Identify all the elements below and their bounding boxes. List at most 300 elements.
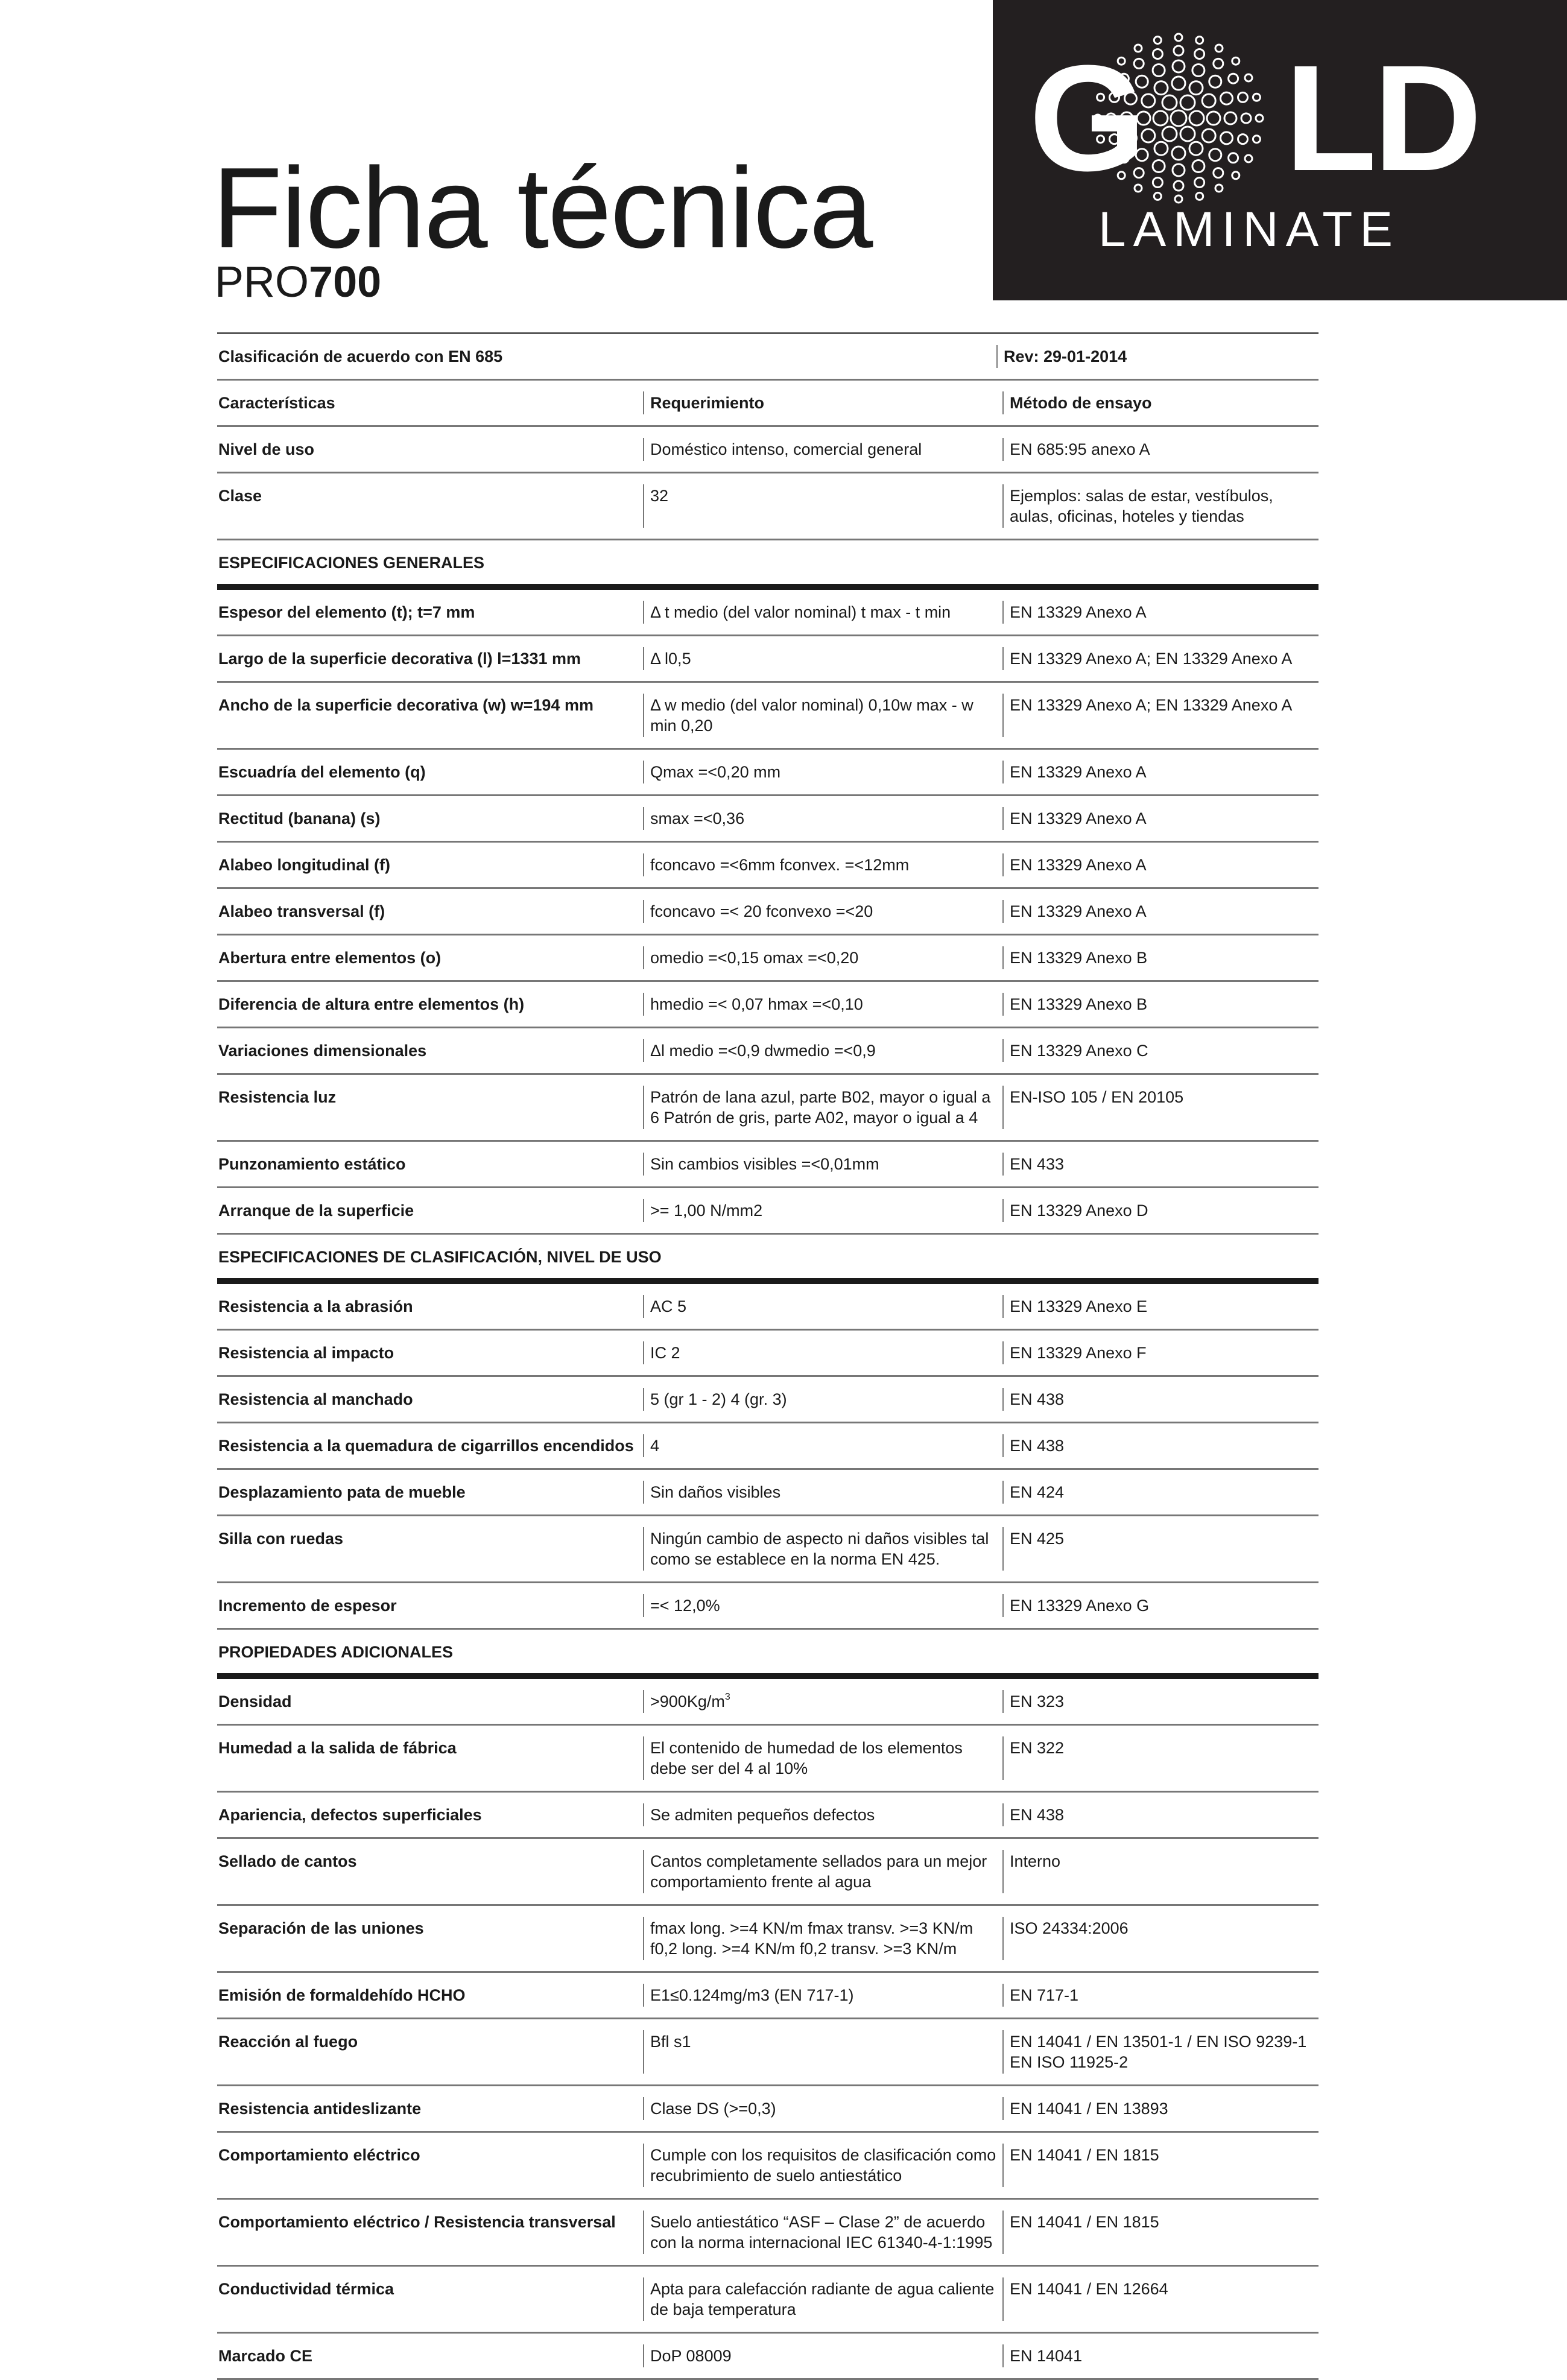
cell-text: Arranque de la superficie [218,1201,414,1220]
sphere-dot [1253,93,1260,101]
cell-text: EN 717-1 [1010,1986,1079,2004]
requirement-cell [643,1434,1002,1457]
characteristic-cell [217,636,643,681]
requirement-cell [643,2344,1002,2367]
table-row [217,1377,1318,1423]
requirement-cell [643,946,1002,969]
table-row [217,2133,1318,2200]
cell-text: smax =<0,36 [650,809,745,828]
col-header-requirement: Requerimiento [643,391,1002,414]
sphere-dot [1232,172,1239,179]
test-method-cell [1002,853,1318,876]
characteristic-cell [217,1583,643,1628]
table-row [217,1583,1318,1630]
characteristic-cell [217,2133,643,2198]
sphere-dot [1209,149,1221,161]
test-method-cell [1002,1199,1318,1222]
characteristic-cell [217,1377,643,1422]
characteristic-cell [217,473,643,539]
brand-g-letter: G [1029,34,1147,202]
test-method-cell [1002,1434,1318,1457]
characteristic-cell [217,1973,643,2018]
requirement-cell [643,2097,1002,2120]
cell-text: Δ w medio (del valor nominal) 0,10w max - w min 0,20 [650,696,973,735]
test-method-cell [1002,1295,1318,1318]
cell-text: EN 13329 Anexo E [1010,1297,1148,1315]
sphere-dot [1245,74,1252,81]
sphere-dot [1192,65,1205,77]
table-row [217,796,1318,843]
cell-text: Diferencia de altura entre elementos (h) [218,995,525,1013]
characteristic-cell [217,1726,643,1791]
cell-text: EN 438 [1010,1390,1065,1408]
requirement-cell [643,1388,1002,1411]
table-row [217,1284,1318,1331]
cell-text: EN 14041 / EN 1815 [1010,2146,1159,2164]
characteristic-cell [217,427,643,472]
cell-text: Doméstico intenso, comercial general [650,440,922,458]
sphere-dot [1171,110,1186,126]
test-method-cell [1002,1803,1318,1826]
characteristic-cell [217,1142,643,1186]
table-row [217,1423,1318,1470]
cell-text: Comportamiento eléctrico / Resistencia transversal [218,2213,616,2231]
cell-text: EN 425 [1010,1530,1065,1548]
table-row [217,427,1318,473]
requirement-cell [643,1039,1002,1062]
cell-text: AC 5 [650,1297,687,1315]
cell-text: EN-ISO 105 / EN 20105 [1010,1088,1184,1106]
characteristic-cell [217,889,643,934]
sphere-dot [1153,160,1165,172]
cell-text: Marcado CE [218,2347,313,2365]
sphere-dot [1224,112,1236,124]
table-row [217,636,1318,683]
cell-text: Emisión de formaldehído HCHO [218,1986,466,2004]
cell-text: EN 13329 Anexo A [1010,603,1147,621]
cell-text: Desplazamiento pata de mueble [218,1483,466,1501]
sphere-dot [1196,37,1203,44]
test-method-cell [1002,1736,1318,1780]
requirement-cell [643,601,1002,624]
table-row [217,1726,1318,1793]
sphere-dot [1215,45,1223,52]
requirement-cell [643,1736,1002,1780]
table-row [217,1470,1318,1516]
sphere-dot [1162,95,1177,110]
cell-text: Humedad a la salida de fábrica [218,1739,457,1757]
characteristic-cell [217,1839,643,1904]
test-method-cell [1002,1527,1318,1571]
table-row [217,683,1318,750]
sphere-dot [1173,60,1185,72]
col-header-characteristics: Características [218,394,335,412]
table-row [217,935,1318,982]
cell-text: Resistencia al manchado [218,1390,413,1408]
cell-text: fconcavo =<6mm fconvex. =<12mm [650,856,910,874]
cell-text: Alabeo longitudinal (f) [218,856,390,874]
sphere-dot [1229,74,1238,83]
characteristic-cell [217,2334,643,2378]
requirement-cell [643,2144,1002,2187]
sphere-dot [1195,178,1205,188]
characteristic-cell [217,1188,643,1233]
cell-text: Escuadría del elemento (q) [218,763,426,781]
requirement-cell [643,1917,1002,1960]
sphere-dot [1221,92,1233,104]
test-method-cell [1002,1388,1318,1411]
cell-text: omedio =<0,15 omax =<0,20 [650,949,859,967]
test-method-cell [1002,647,1318,670]
sphere-dot [1180,127,1195,141]
sphere-dot [1174,46,1183,55]
requirement-cell [643,647,1002,670]
requirement-cell [643,900,1002,923]
cell-text: EN 323 [1010,1692,1065,1711]
characteristic-cell [217,2019,643,2084]
sphere-dot [1153,65,1165,77]
cell-text: Reacción al fuego [218,2033,358,2051]
cell-text: Qmax =<0,20 mm [650,763,781,781]
cell-text: fconcavo =< 20 fconvexo =<20 [650,902,873,920]
cell-text: EN 14041 / EN 12664 [1010,2280,1168,2298]
cell-text: Conductividad térmica [218,2280,394,2298]
sphere-dot [1238,135,1248,144]
table-row [217,473,1318,540]
sphere-dot [1162,127,1177,141]
characteristic-cell [217,796,643,841]
cell-text: EN 13329 Anexo F [1010,1344,1147,1362]
cell-text: EN 14041 / EN 1815 [1010,2213,1159,2231]
cell-text: Punzonamiento estático [218,1155,406,1173]
sphere-dot [1215,185,1223,192]
cell-text: Sin daños visibles [650,1483,781,1501]
sphere-dot [1153,178,1162,188]
column-header-row [217,381,1318,427]
cell-text: fmax long. >=4 KN/m fmax transv. >=3 KN/m f0,2 long. >=4 KN/m f0,2 transv. >=3 KN/m [650,1919,973,1958]
intro-rows [217,427,1318,540]
cell-text: El contenido de humedad de los elementos debe ser del 4 al 10% [650,1739,963,1777]
cell-text: =< 12,0% [650,1597,720,1615]
cell-text: EN 14041 / EN 13893 [1010,2100,1168,2118]
characteristic-cell [217,843,643,887]
table-row [217,1075,1318,1142]
model-prefix: PRO [215,258,309,306]
cell-text: Ancho de la superficie decorativa (w) w=194 mm [218,696,594,714]
cell-text: EN 13329 Anexo A; EN 13329 Anexo A [1010,650,1293,668]
test-method-cell [1002,484,1318,528]
table-row [217,590,1318,636]
cell-text: Δ l0,5 [650,650,691,668]
superscript: 3 [724,1692,730,1702]
sphere-dot [1232,57,1239,65]
page-title: Ficha técnica [212,144,872,272]
cell-text: Comportamiento eléctrico [218,2146,420,2164]
table-row [217,750,1318,796]
sphere-dot [1221,132,1233,144]
table-row [217,2200,1318,2267]
section-title: PROPIEDADES ADICIONALES [218,1643,454,1661]
requirement-cell [643,484,1002,528]
cell-text: EN 13329 Anexo A [1010,856,1147,874]
test-method-cell [1002,1850,1318,1893]
cell-text: Rectitud (banana) (s) [218,809,381,828]
characteristic-cell [217,1793,643,1837]
sphere-dot [1153,49,1162,59]
table-row [217,1973,1318,2019]
test-method-cell [1002,1039,1318,1062]
table-row [217,1142,1318,1188]
cell-text: Clase [218,487,262,505]
characteristic-cell [217,1516,643,1581]
characteristic-cell [217,1906,643,1971]
requirement-cell [643,2030,1002,2074]
cell-text: Ningún cambio de aspecto ni daños visibles tal como se establece en la norma EN 425. [650,1530,989,1568]
sphere-dot [1202,94,1215,107]
characteristic-cell [217,1331,643,1375]
table-row [217,2019,1318,2086]
cell-text: DoP 08009 [650,2347,732,2365]
section-header [217,1235,1318,1284]
characteristic-cell [217,2267,643,2332]
gold-laminate-logo [993,0,1567,300]
requirement-cell [643,1199,1002,1222]
cell-text: Δ t medio (del valor nominal) t max - t min [650,603,951,621]
cell-text: Resistencia a la abrasión [218,1297,413,1315]
test-method-cell [1002,601,1318,624]
sphere-dot [1154,142,1168,155]
requirement-cell [643,853,1002,876]
sphere-dot [1172,147,1185,160]
sphere-dot [1214,168,1223,178]
requirement-cell [643,2277,1002,2321]
requirement-cell [643,993,1002,1016]
sphere-dot [1195,49,1205,59]
cell-text: EN 14041 [1010,2347,1083,2365]
table-row [217,889,1318,935]
requirement-cell [643,2211,1002,2254]
sphere-dot [1154,192,1161,200]
cell-text: Apariencia, defectos superficiales [218,1806,482,1824]
requirement-cell [643,1295,1002,1318]
requirement-cell [643,1153,1002,1176]
cell-text: Ejemplos: salas de estar, vestíbulos, aulas, oficinas, hoteles y tiendas [1010,487,1273,525]
cell-text: IC 2 [650,1344,680,1362]
cell-text: Abertura entre elementos (o) [218,949,442,967]
section-header [217,540,1318,590]
sphere-dot [1207,112,1220,125]
characteristic-cell [217,1470,643,1514]
cell-text: Variaciones dimensionales [218,1042,427,1060]
test-method-cell [1002,1341,1318,1364]
sphere-dot [1173,164,1185,176]
sphere-dot [1172,77,1185,90]
test-method-cell [1002,900,1318,923]
cell-text: EN 13329 Anexo A [1010,902,1147,920]
table-row [217,1679,1318,1726]
sphere-dot [1154,81,1168,95]
cell-text: Incremento de espesor [218,1597,397,1615]
sphere-dot [1238,92,1248,102]
section-header [217,1630,1318,1679]
cell-text: Se admiten pequeños defectos [650,1806,875,1824]
cell-text: Resistencia al impacto [218,1344,394,1362]
sphere-dot [1153,111,1168,125]
cell-text: Alabeo transversal (f) [218,902,385,920]
table-row [217,1906,1318,1973]
cell-text: EN 438 [1010,1806,1065,1824]
cell-text: Bfl s1 [650,2033,691,2051]
col-header-test-method: Método de ensayo [1002,391,1318,414]
test-method-cell [1002,2144,1318,2187]
cell-text: EN 13329 Anexo B [1010,949,1148,967]
characteristic-cell [217,982,643,1027]
table-row [217,1516,1318,1583]
characteristic-cell [217,590,643,635]
sphere-dot [1245,155,1252,162]
sphere-dot [1189,81,1203,95]
cell-text: >= 1,00 N/mm2 [650,1201,763,1220]
cell-text: Resistencia a la quemadura de cigarrillos encendidos [218,1437,634,1455]
table-row [217,1188,1318,1235]
requirement-cell [643,807,1002,830]
characteristic-cell [217,750,643,794]
test-method-cell [1002,2097,1318,2120]
cell-text: Separación de las uniones [218,1919,424,1937]
requirement-cell [643,1341,1002,1364]
cell-text: Δl medio =<0,9 dwmedio =<0,9 [650,1042,876,1060]
sphere-dot [1229,153,1238,163]
brand-ld-letters: LD [1285,34,1479,202]
cell-text: EN 433 [1010,1155,1065,1173]
cell-text: EN 438 [1010,1437,1065,1455]
characteristic-cell [217,1423,643,1468]
characteristic-cell [217,2200,643,2265]
test-method-cell [1002,2030,1318,2074]
test-method-cell [1002,946,1318,969]
cell-text: Resistencia luz [218,1088,337,1106]
cell-text: Sellado de cantos [218,1852,357,1870]
test-method-cell [1002,1690,1318,1713]
characteristic-cell [217,1284,643,1329]
section-title: ESPECIFICACIONES GENERALES [218,554,485,572]
cell-text: EN 13329 Anexo D [1010,1201,1148,1220]
requirement-cell [643,1850,1002,1893]
cell-text: Resistencia antideslizante [218,2100,422,2118]
cell-text: 32 [650,487,669,505]
table-row [217,2086,1318,2133]
cell-text: Sin cambios visibles =<0,01mm [650,1155,879,1173]
sphere-dot [1241,113,1251,123]
test-method-cell [1002,807,1318,830]
cell-text: Interno [1010,1852,1061,1870]
cell-text: EN 685:95 anexo A [1010,440,1150,458]
cell-text: EN 14041 / EN 13501-1 / EN ISO 9239-1 EN ISO 11925-2 [1010,2033,1307,2071]
characteristic-cell [217,683,643,748]
classification-row [217,334,1318,381]
sphere-dot [1209,75,1221,87]
sphere-dot [1253,136,1260,143]
spec-sheet [217,332,1318,2380]
cell-text: Silla con ruedas [218,1530,344,1548]
cell-text: EN 13329 Anexo C [1010,1042,1148,1060]
cell-text: EN 13329 Anexo G [1010,1597,1150,1615]
cell-text: EN 13329 Anexo A [1010,763,1147,781]
characteristic-cell [217,1028,643,1073]
table-row [217,1793,1318,1839]
requirement-cell [643,1086,1002,1129]
table-row [217,2267,1318,2334]
cell-text: E1≤0.124mg/m3 (EN 717-1) [650,1986,854,2004]
table-row [217,843,1318,889]
test-method-cell [1002,761,1318,783]
cell-text: Apta para calefacción radiante de agua caliente de baja temperatura [650,2280,995,2318]
requirement-cell [643,761,1002,783]
requirement-cell [643,438,1002,461]
cell-text: EN 424 [1010,1483,1065,1501]
brand-logo [993,0,1567,300]
cell-text: EN 13329 Anexo A; EN 13329 Anexo A [1010,696,1293,714]
cell-text: Patrón de lana azul, parte B02, mayor o igual a 6 Patrón de gris, parte A02, mayor o igual a 4 [650,1088,991,1127]
cell-text: Cantos completamente sellados para un mejor comportamiento frente al agua [650,1852,987,1891]
spec-sections [217,540,1318,2380]
cell-text: EN 13329 Anexo A [1010,809,1147,828]
test-method-cell [1002,438,1318,461]
cell-text: >900Kg/m [650,1692,725,1711]
sphere-dot [1174,181,1183,191]
model-name [215,258,382,306]
sphere-dot [1214,59,1223,68]
cell-text: EN 322 [1010,1739,1065,1757]
cell-text: Densidad [218,1692,292,1711]
cell-text: hmedio =< 0,07 hmax =<0,10 [650,995,863,1013]
test-method-cell [1002,2277,1318,2321]
table-row [217,1028,1318,1075]
cell-text: Largo de la superficie decorativa (l) l=1331 mm [218,650,581,668]
test-method-cell [1002,1594,1318,1617]
sphere-dot [1202,129,1215,142]
revision-date: Rev: 29-01-2014 [996,345,1318,368]
sphere-dot [1189,142,1203,155]
sphere-dot [1196,192,1203,200]
requirement-cell [643,1690,1002,1713]
cell-text: Cumple con los requisitos de clasificación como recubrimiento de suelo antiestático [650,2146,996,2185]
characteristic-cell [217,935,643,980]
test-method-cell [1002,1153,1318,1176]
test-method-cell [1002,1984,1318,2007]
table-row [217,1839,1318,1906]
test-method-cell [1002,694,1318,737]
table-row [217,1331,1318,1377]
test-method-cell [1002,2211,1318,2254]
model-number: 700 [309,258,382,306]
test-method-cell [1002,1917,1318,1960]
brand-sub: LAMINATE [1098,202,1400,257]
test-method-cell [1002,1481,1318,1504]
cell-text: ISO 24334:2006 [1010,1919,1129,1937]
requirement-cell [643,1527,1002,1571]
characteristic-cell [217,2086,643,2131]
sphere-dot [1189,111,1204,125]
cell-text: 4 [650,1437,660,1455]
sphere-dot [1192,160,1205,172]
section-title: ESPECIFICACIONES DE CLASIFICACIÓN, NIVEL DE USO [218,1248,662,1266]
cell-text: Nivel de uso [218,440,315,458]
classification-label: Clasificación de acuerdo con EN 685 [218,347,503,366]
cell-text: Espesor del elemento (t); t=7 mm [218,603,475,621]
requirement-cell [643,694,1002,737]
sphere-dot [1154,37,1161,44]
